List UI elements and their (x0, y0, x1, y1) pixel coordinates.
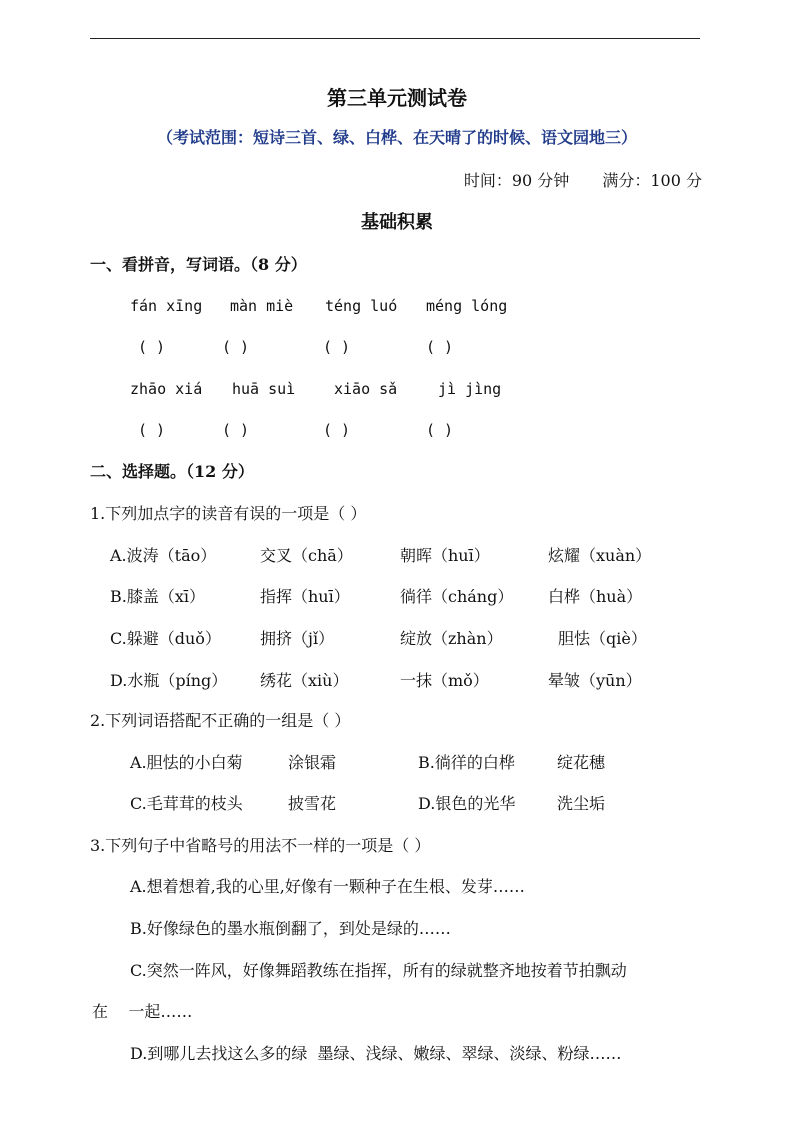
part2-heading: 二、选择题。（12 分） (90, 462, 254, 481)
time-score-line (464, 170, 702, 192)
q1-option: 晕皱（yūn） (548, 671, 642, 690)
exam-time: 时间：90 分钟 (463, 171, 570, 190)
q2-option: 洗尘垢 (557, 794, 606, 813)
answer-blank[interactable]: ( ) (426, 338, 454, 356)
q3-option-a: A.想着想着,我的心里,好像有一颗种子在生根、发芽…… (130, 877, 525, 896)
q2-option: B.徜徉的白桦 (418, 753, 515, 772)
answer-blank[interactable]: ( ) (138, 338, 166, 356)
q1-option: C.躲避（duǒ） (110, 629, 221, 648)
q3-option-c-continued: 在 一起…… (92, 1002, 193, 1021)
question-2-stem: 2.下列词语搭配不正确的一组是（ ） (90, 711, 351, 730)
q3-option-c: C.突然一阵风，好像舞蹈教练在指挥，所有的绿就整齐地按着节拍飘动 (130, 961, 627, 980)
q1-option: 胆怯（qiè） (558, 629, 647, 648)
q1-option: 拥挤（jǐ） (260, 629, 335, 648)
answer-blank[interactable]: ( ) (138, 421, 166, 439)
q1-option: 炫耀（xuàn） (548, 546, 652, 565)
answer-blank[interactable]: ( ) (323, 421, 351, 439)
question-1-stem: 1.下列加点字的读音有误的一项是（ ） (90, 504, 367, 523)
q3-option-b: B.好像绿色的墨水瓶倒翻了，到处是绿的…… (130, 919, 451, 938)
part1-heading: 一、看拼音，写词语。（8 分） (90, 255, 307, 274)
q2-option: D.银色的光华 (418, 794, 516, 813)
q2-option: 绽花穗 (557, 753, 606, 772)
q1-option: D.水瓶（píng） (110, 671, 228, 690)
q3-option-d: D.到哪儿去找这么多的绿 墨绿、浅绿、嫩绿、翠绿、淡绿、粉绿…… (130, 1044, 622, 1063)
q2-option: C.毛茸茸的枝头 (130, 794, 243, 813)
q1-option: 白桦（huà） (548, 587, 643, 606)
q1-option: 绣花（xiù） (260, 671, 349, 690)
pinyin-item: huā suì (232, 380, 296, 398)
exam-scope: （考试范围：短诗三首、绿、白桦、在天晴了的时候、语文园地三） (156, 128, 637, 147)
answer-blank[interactable]: ( ) (426, 421, 454, 439)
page-title: 第三单元测试卷 (327, 86, 467, 110)
q1-option: B.膝盖（xī） (110, 587, 205, 606)
pinyin-item: jì jìng (438, 380, 502, 398)
header-rule (90, 38, 700, 39)
exam-score: 满分：100 分 (602, 171, 702, 190)
question-3-stem: 3.下列句子中省略号的用法不一样的一项是（ ） (90, 836, 431, 855)
q2-option: 涂银霜 (288, 753, 337, 772)
q1-option: 徜徉（cháng） (400, 587, 514, 606)
q1-option: 绽放（zhàn） (400, 629, 503, 648)
pinyin-item: méng lóng (426, 297, 508, 315)
pinyin-item: fán xīng (130, 297, 203, 315)
q2-option: A.胆怯的小白菊 (130, 753, 243, 772)
q2-option: 披雪花 (288, 794, 337, 813)
pinyin-item: màn miè (230, 297, 294, 315)
answer-blank[interactable]: ( ) (222, 421, 250, 439)
answer-blank[interactable]: ( ) (323, 338, 351, 356)
pinyin-item: xiāo sǎ (334, 380, 398, 398)
q1-option: A.波涛（tāo） (110, 546, 217, 565)
q1-option: 一抹（mǒ） (400, 671, 489, 690)
answer-blank[interactable]: ( ) (222, 338, 250, 356)
q1-option: 指挥（huī） (260, 587, 350, 606)
section-title: 基础积累 (361, 212, 433, 233)
q1-option: 朝晖（huī） (400, 546, 490, 565)
pinyin-item: zhāo xiá (130, 380, 203, 398)
q1-option: 交叉（chā） (260, 546, 353, 565)
pinyin-item: téng luó (325, 297, 398, 315)
